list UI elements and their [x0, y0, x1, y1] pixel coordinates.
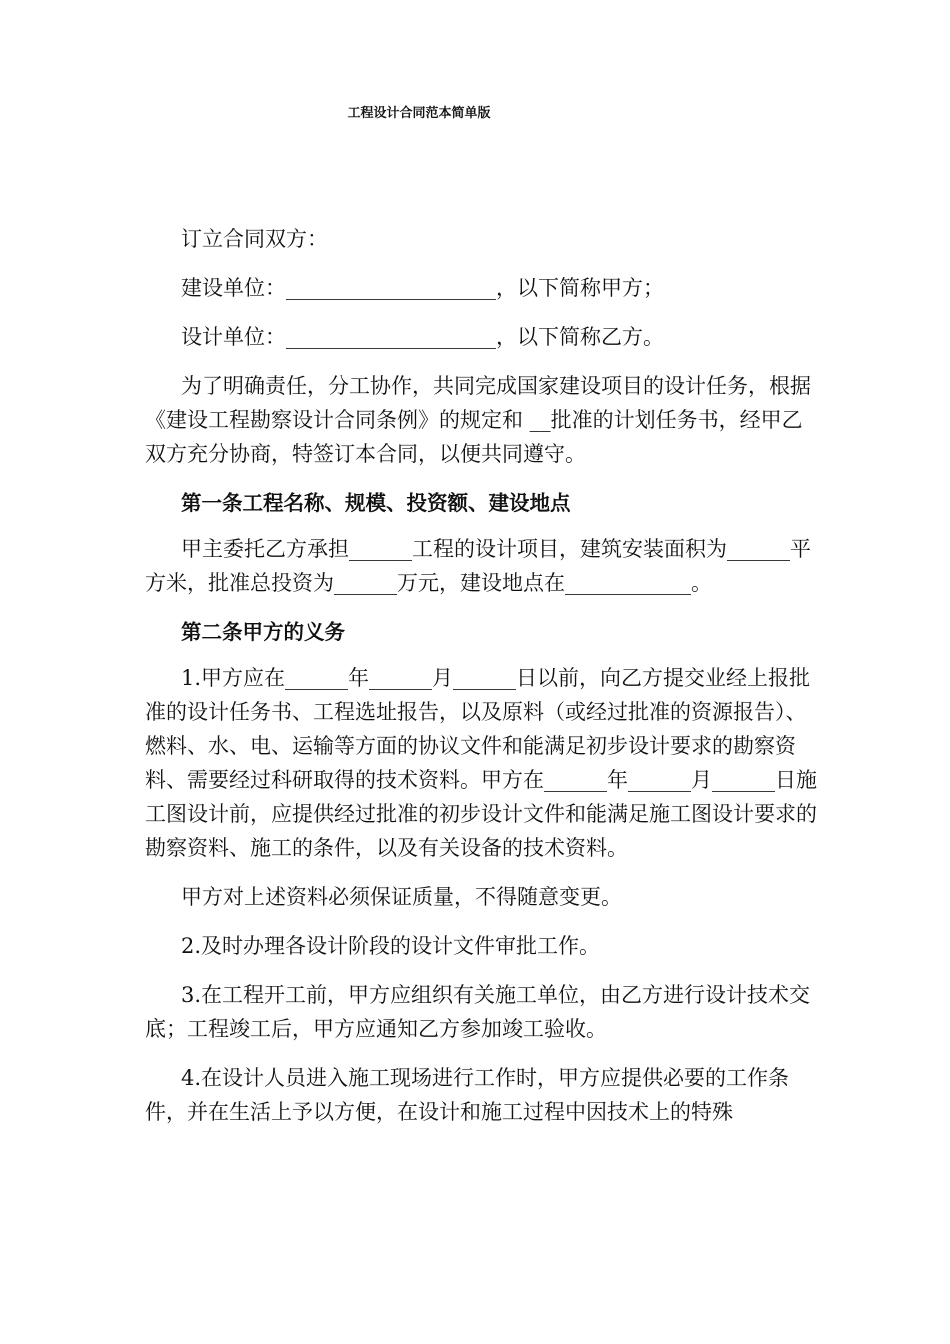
- article-2-item-2: 2.及时办理各设计阶段的设计文件审批工作。: [181, 934, 601, 958]
- article-1-paragraph: 甲主委托乙方承担______工程的设计项目，建筑安装面积为______平方米，批准总投资为______万元，建设地点在____________。: [145, 537, 811, 595]
- party-a-line: 建设单位：____________________，以下简称甲方；: [181, 276, 664, 300]
- article-2-item-1: 1.甲方应在______年______月______日以前，向乙方提交业经上报批准的设计任务书、工程选址报告，以及原料（或经过批准的资源报告）、燃料、水、电、运输等方面的协议文件和能满足初步设计要求的勘察资料、需要经过科研取得的技术资料。甲方在______年______月______日施工图设计前，应提供经过批准的初步设计文件和能满足施工图设计要求的勘察资料、施工的条件，以及有关设备的技术资料。: [145, 666, 817, 860]
- parties-intro: 订立合同双方：: [181, 227, 328, 251]
- article-2-item-3: 3.在工程开工前，甲方应组织有关施工单位，由乙方进行设计技术交底；工程竣工后，甲方应通知乙方参加竣工验收。: [145, 983, 811, 1041]
- article-2-item-4: 4.在设计人员进入施工现场进行工作时，甲方应提供必要的工作条件，并在生活上予以方便，在设计和施工过程中因技术上的特殊: [145, 1066, 790, 1124]
- article-2-quality-note: 甲方对上述资料必须保证质量，不得随意变更。: [181, 885, 622, 909]
- document-body: [145, 222, 817, 1144]
- article-2-heading: 第二条甲方的义务: [181, 620, 345, 644]
- party-b-line: 设计单位：____________________，以下简称乙方。: [181, 325, 664, 349]
- document-title: 工程设计合同范本简单版: [347, 106, 491, 121]
- preamble-paragraph: 为了明确责任，分工协作，共同完成国家建设项目的设计任务，根据《建设工程勘察设计合同条例》的规定和 __批准的计划任务书，经甲乙双方充分协商，特签订本合同，以便共同遵守。: [145, 374, 811, 466]
- article-1-heading: 第一条工程名称、规模、投资额、建设地点: [181, 491, 571, 515]
